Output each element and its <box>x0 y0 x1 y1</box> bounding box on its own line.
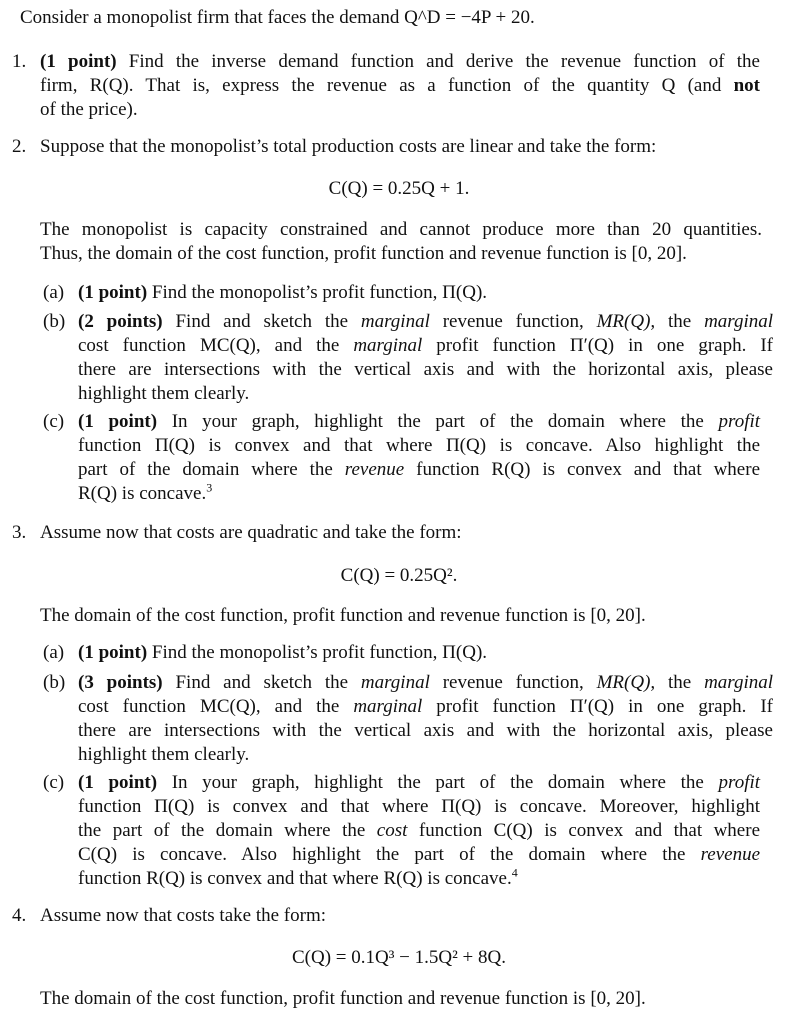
equation-cubic-cost: C(Q) = 0.1Q³ − 1.5Q² + 8Q. <box>291 947 506 968</box>
q2c-text: R(Q) is concave. <box>78 483 207 504</box>
q3c-text: In your graph, highlight the part of the domain where the <box>171 772 704 793</box>
question-1-line-3: of the price). <box>40 99 138 120</box>
q3-para-line: The domain of the cost function, profit function and revenue function is [0, 20]. <box>40 605 646 626</box>
q3c-emphasis: revenue <box>700 844 760 865</box>
q3b-line-3: there are intersections with the vertical axis and with the horizontal axis, please <box>78 720 773 741</box>
points-label: (1 point) <box>78 642 148 663</box>
q2c-text: In your graph, highlight the part of the domain where the <box>171 411 704 432</box>
question-number: 3. <box>12 522 27 543</box>
q3b-emphasis: marginal <box>704 672 774 693</box>
q2c-text: function R(Q) is convex and that where <box>416 459 760 480</box>
q2b-emphasis: marginal <box>353 335 423 356</box>
q2-para-line-2: Thus, the domain of the cost function, profit function and revenue function is [0, 20]. <box>40 243 687 264</box>
q3b-emphasis: marginal <box>360 672 430 693</box>
q3c-emphasis: cost <box>376 820 408 841</box>
question-3a-body <box>78 641 773 665</box>
q3b-line-1 <box>78 671 773 695</box>
points-label: (3 points) <box>78 672 163 693</box>
q2b-text: cost function MC(Q), and the <box>78 335 340 356</box>
subquestion-label: (a) <box>43 642 65 663</box>
q4-para-line: The domain of the cost function, profit function and revenue function is [0, 20]. <box>40 988 646 1009</box>
question-3-stem <box>40 521 770 545</box>
equation-linear-cost: C(Q) = 0.25Q + 1. <box>328 178 470 199</box>
q3c-line-4 <box>78 843 760 867</box>
q2c-emphasis: revenue <box>344 459 405 480</box>
q3b-line-2 <box>78 695 773 719</box>
q2b-line-3: there are intersections with the vertical axis and with the horizontal axis, please <box>78 359 773 380</box>
q2b-line-1 <box>78 310 773 334</box>
q3b-math: MR(Q), <box>596 672 656 693</box>
q3c-text: C(Q) is concave. Also highlight the part of the domain where the <box>78 844 686 865</box>
q3-domain-paragraph <box>40 604 775 628</box>
question-3b-body <box>78 671 773 767</box>
q2b-emphasis: marginal <box>360 311 430 332</box>
q2c-text: part of the domain where the <box>78 459 333 480</box>
q3c-line-5 <box>78 867 760 891</box>
q2b-text: the <box>668 311 692 332</box>
q1-text-2: firm, R(Q). That is, express the revenue as a function of the quantity Q (and <box>40 75 722 96</box>
q2b-line-4: highlight them clearly. <box>78 383 250 404</box>
question-2-stem <box>40 135 760 159</box>
q2b-math: MR(Q), <box>596 311 656 332</box>
question-1-line-1 <box>40 50 760 74</box>
q3a-text: Find the monopolist’s profit function, Π(Q). <box>151 642 488 663</box>
q2c-line-1 <box>78 410 760 434</box>
question-1-body <box>40 50 760 122</box>
q3c-text: function C(Q) is convex and that where <box>418 820 760 841</box>
q2-capacity-paragraph <box>40 218 762 266</box>
q3b-line-4: highlight them clearly. <box>78 744 250 765</box>
question-3c-body <box>78 771 760 891</box>
question-2c-body <box>78 410 760 506</box>
question-4-stem <box>40 904 770 928</box>
question-2b-body <box>78 310 773 406</box>
question-2a-body <box>78 281 773 305</box>
question-1-line-2 <box>40 74 760 98</box>
points-label: (1 point) <box>78 411 158 432</box>
question-number: 4. <box>12 905 27 926</box>
q2a-text: Find the monopolist’s profit function, Π(Q). <box>151 282 488 303</box>
q3b-text: Find and sketch the <box>175 672 349 693</box>
intro-text <box>20 6 780 30</box>
q2b-text: revenue function, <box>442 311 584 332</box>
subquestion-label: (b) <box>43 672 66 693</box>
intro-line: Consider a monopolist firm that faces the demand Q^D = −4P + 20. <box>20 7 535 28</box>
question-number: 2. <box>12 136 27 157</box>
subquestion-label: (b) <box>43 311 66 332</box>
q3c-text: function R(Q) is convex and that where R(Q) is concave. <box>78 868 512 889</box>
footnote-marker: 3 <box>206 480 213 495</box>
q3b-emphasis: marginal <box>353 696 423 717</box>
q2c-line-2: function Π(Q) is convex and that where Π(Q) is concave. Also highlight the <box>78 435 760 456</box>
q2c-line-4 <box>78 482 760 506</box>
q2-stem-text: Suppose that the monopolist’s total production costs are linear and take the form: <box>40 136 657 157</box>
q3c-emphasis: profit <box>718 772 761 793</box>
equation-quadratic-cost: C(Q) = 0.25Q². <box>340 565 458 586</box>
q3-stem-text: Assume now that costs are quadratic and take the form: <box>40 522 462 543</box>
q3c-text: the part of the domain where the <box>78 820 366 841</box>
q4-stem-text: Assume now that costs take the form: <box>40 905 327 926</box>
q2-para-line-1: The monopolist is capacity constrained and cannot produce more than 20 quantities. <box>40 219 762 240</box>
question-number: 1. <box>12 51 27 72</box>
subquestion-label: (c) <box>43 772 65 793</box>
q1-emphasis: not <box>733 75 760 96</box>
points-label: (1 point) <box>78 772 158 793</box>
subquestion-label: (a) <box>43 282 65 303</box>
q2c-emphasis: profit <box>718 411 761 432</box>
subquestion-label: (c) <box>43 411 65 432</box>
q3b-text: cost function MC(Q), and the <box>78 696 340 717</box>
points-label: (1 point) <box>40 51 117 72</box>
q3b-text: the <box>668 672 692 693</box>
q2b-text: Find and sketch the <box>175 311 349 332</box>
q3b-text: profit function Π′(Q) in one graph. If <box>436 696 774 717</box>
q2b-text: profit function Π′(Q) in one graph. If <box>436 335 774 356</box>
q2b-emphasis: marginal <box>704 311 774 332</box>
q3c-line-3 <box>78 819 760 843</box>
footnote-marker: 4 <box>511 865 518 880</box>
q2a-line <box>78 281 773 305</box>
q3c-line-1 <box>78 771 760 795</box>
points-label: (1 point) <box>78 282 148 303</box>
q4-domain-paragraph <box>40 987 775 1011</box>
q2b-line-2 <box>78 334 773 358</box>
q1-text-1: Find the inverse demand function and derive the revenue function of the <box>128 51 760 72</box>
q3a-line <box>78 641 773 665</box>
q3b-text: revenue function, <box>442 672 584 693</box>
points-label: (2 points) <box>78 311 163 332</box>
q2c-line-3 <box>78 458 760 482</box>
q3c-line-2: function Π(Q) is convex and that where Π(Q) is concave. Moreover, highlight <box>78 796 760 817</box>
